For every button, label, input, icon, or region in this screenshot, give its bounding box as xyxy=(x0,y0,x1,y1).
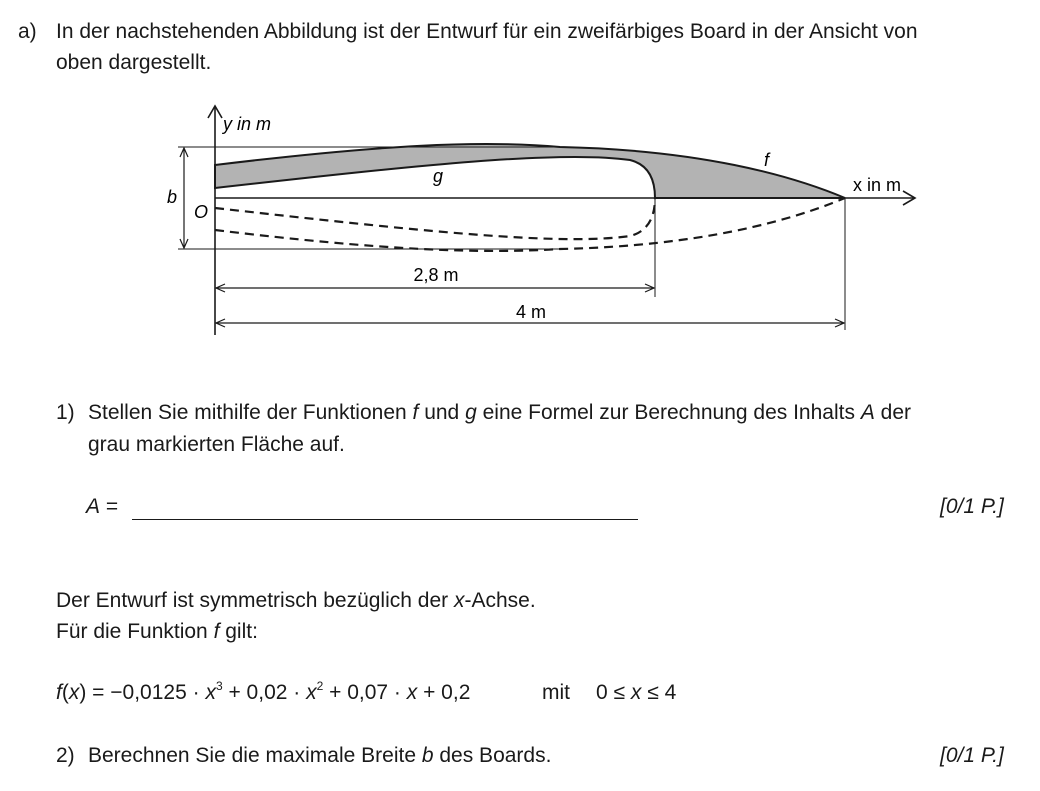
g-label: g xyxy=(433,166,444,186)
formula-mit: mit xyxy=(542,681,570,704)
part-label: a) xyxy=(18,20,37,43)
symmetry-text: Der Entwurf ist symmetrisch bezüglich der x-Achse. xyxy=(56,589,536,612)
dashed-mirror-f xyxy=(215,198,845,251)
board-figure xyxy=(0,0,1040,350)
answer-input-line[interactable] xyxy=(132,519,638,520)
task2-text: Berechnen Sie die maximale Breite b des Boards. xyxy=(88,744,552,767)
task1-points: [0/1 P.] xyxy=(940,495,1004,518)
function-formula: $f(x) = -0,0125 \cdot x^3 + 0,02 \cdot x^2 + 0,07 \cdot x + 0,2$ xyxy=(56,679,471,704)
y-axis-label: y in m xyxy=(223,114,272,134)
task1-line-1: Stellen Sie mithilfe der Funktionen f und g eine Formel zur Berechnung des Inhalts A der xyxy=(88,401,912,424)
f-label: f xyxy=(764,150,770,170)
task1-line-2: grau markierten Fläche auf. xyxy=(88,433,345,456)
shaded-area xyxy=(215,144,845,198)
task2-number: 2) xyxy=(56,744,75,767)
dim-2-8-label: 2,8 m xyxy=(413,265,459,285)
intro-line-1: In der nachstehenden Abbildung ist der Entwurf für ein zweifärbiges Board in der Ansicht von xyxy=(56,20,918,43)
b-label: b xyxy=(167,187,178,207)
function-intro: Für die Funktion f gilt: xyxy=(56,620,258,643)
dim-4-label: 4 m xyxy=(515,302,547,322)
x-axis-label: x in m xyxy=(853,175,902,195)
task2-points: [0/1 P.] xyxy=(940,744,1004,767)
dashed-mirror-g xyxy=(215,198,655,239)
intro-line-2: oben dargestellt. xyxy=(56,51,212,74)
formula-domain: 0 ≤ x ≤ 4 xyxy=(596,681,677,704)
origin-label: O xyxy=(194,202,209,222)
task1-number: 1) xyxy=(56,401,75,424)
answer-label: A = xyxy=(86,495,119,518)
